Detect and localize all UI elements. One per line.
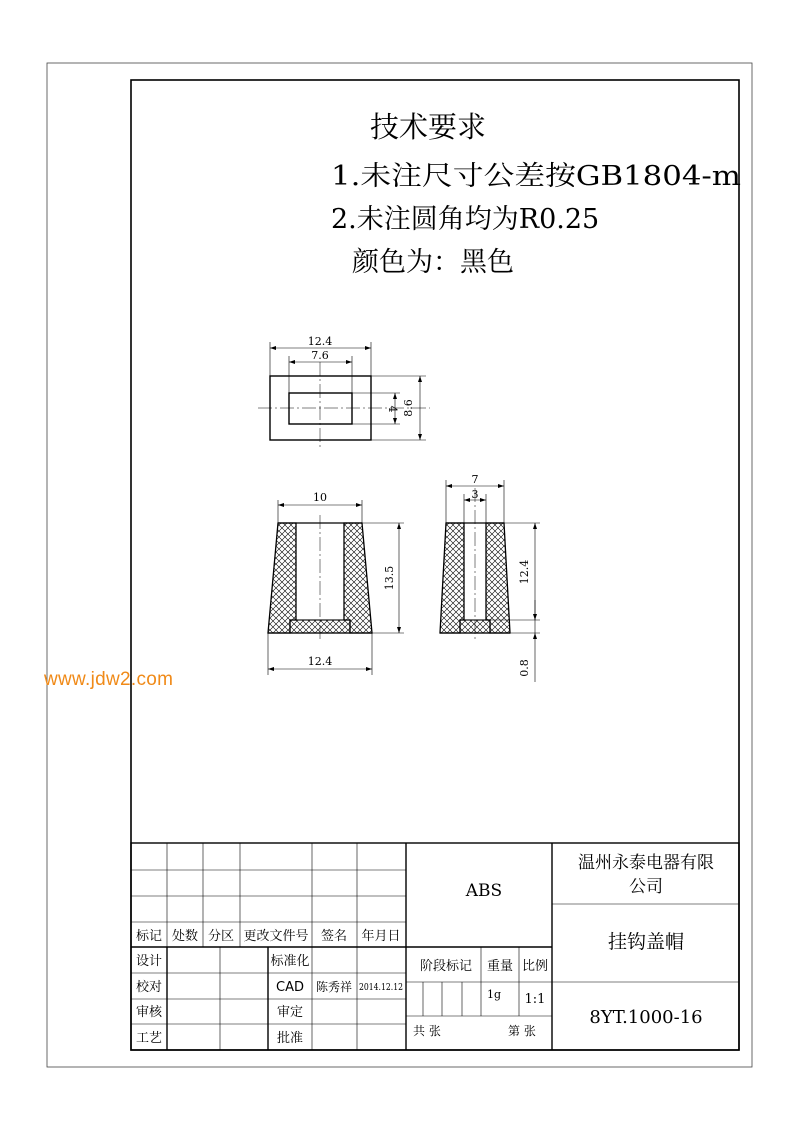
requirements-heading: 技术要求 <box>370 110 487 144</box>
role-approve-check: 审定 <box>276 1005 304 1020</box>
dim-side-height: 12.4 <box>518 559 531 585</box>
top-view <box>258 342 430 450</box>
weight-value: 1g <box>486 988 502 1001</box>
requirement-2: 2.未注圆角均为R0.25 <box>331 204 600 235</box>
cad-name: 陈秀祥 <box>315 980 353 994</box>
cad-date: 2014.12.12 <box>359 983 403 993</box>
dim-side-inner-width: 3 <box>471 488 479 501</box>
role-check: 校对 <box>135 980 163 995</box>
header-change-doc: 更改文件号 <box>243 929 309 944</box>
dim-top-inner-height: 4 <box>386 405 399 413</box>
dim-top-inner-width: 7.6 <box>311 349 329 362</box>
dim-side-bottom-thickness: 0.8 <box>518 659 531 677</box>
material: ABS <box>465 881 503 901</box>
company-line-1: 温州永泰电器有限 <box>578 853 714 873</box>
dim-top-outer-height: 8.6 <box>402 399 415 417</box>
dim-front-height: 13.5 <box>383 565 396 591</box>
header-mark: 标记 <box>135 929 163 944</box>
role-review: 审核 <box>135 1005 163 1020</box>
dim-front-bottom-width: 12.4 <box>307 655 333 668</box>
header-count: 处数 <box>171 929 199 944</box>
role-cad: CAD <box>276 980 304 995</box>
dim-front-top-width: 10 <box>313 491 327 504</box>
total-sheets: 共 张 <box>413 1024 441 1038</box>
header-zone: 分区 <box>207 929 235 944</box>
role-process: 工艺 <box>135 1031 163 1046</box>
dim-top-outer-width: 12.4 <box>307 335 333 348</box>
header-signature: 签名 <box>320 929 348 944</box>
stage-mark-label: 阶段标记 <box>419 959 473 974</box>
role-approve: 批准 <box>276 1031 304 1046</box>
weight-label: 重量 <box>486 959 514 974</box>
watermark-url[interactable]: www.jdw2.com <box>44 669 174 690</box>
role-design: 设计 <box>135 954 163 969</box>
part-name: 挂钩盖帽 <box>607 931 685 953</box>
header-date: 年月日 <box>361 929 401 944</box>
scale-value: 1:1 <box>524 992 546 1007</box>
company-line-2: 公司 <box>629 877 663 897</box>
dim-side-top-width: 7 <box>471 473 479 486</box>
scale-label: 比例 <box>521 959 549 974</box>
drawing-number: 8YT.1000-16 <box>589 1007 703 1028</box>
requirement-1: 1.未注尺寸公差按GB1804-m <box>331 161 741 192</box>
requirement-3: 颜色为：黑色 <box>352 247 514 278</box>
sheet-number: 第 张 <box>508 1024 536 1038</box>
role-standardize: 标准化 <box>270 954 310 969</box>
